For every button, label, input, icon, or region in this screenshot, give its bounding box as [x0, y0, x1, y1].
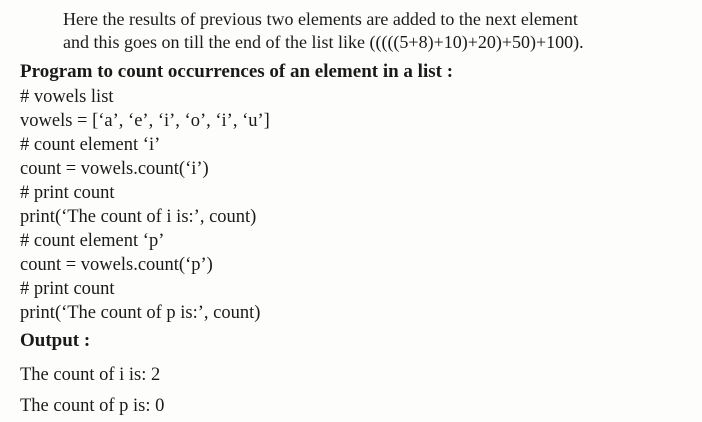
section-heading: Program to count occurrences of an element in a list :	[20, 61, 454, 82]
code-line: # vowels list	[20, 87, 114, 107]
code-line: # count element ‘p’	[20, 231, 165, 251]
output-line: The count of i is: 2	[20, 365, 161, 385]
code-line: vowels = [‘a’, ‘e’, ‘i’, ‘o’, ‘i’, ‘u’]	[20, 111, 270, 131]
output-line: The count of p is: 0	[20, 396, 165, 416]
output-heading: Output :	[20, 330, 91, 351]
code-line: count = vowels.count(‘p’)	[20, 255, 213, 275]
code-line: print(‘The count of i is:’, count)	[20, 207, 257, 227]
intro-paragraph	[63, 8, 693, 54]
intro-line-1: Here the results of previous two elements are added to the next element	[63, 9, 578, 29]
code-line: # print count	[20, 279, 115, 299]
code-line: # print count	[20, 183, 115, 203]
code-block	[20, 85, 270, 325]
code-line: count = vowels.count(‘i’)	[20, 159, 209, 179]
code-line: # count element ‘i’	[20, 135, 161, 155]
code-line: print(‘The count of p is:’, count)	[20, 303, 261, 323]
intro-line-2: and this goes on till the end of the list like (((((5+8)+10)+20)+50)+100).	[63, 32, 584, 52]
